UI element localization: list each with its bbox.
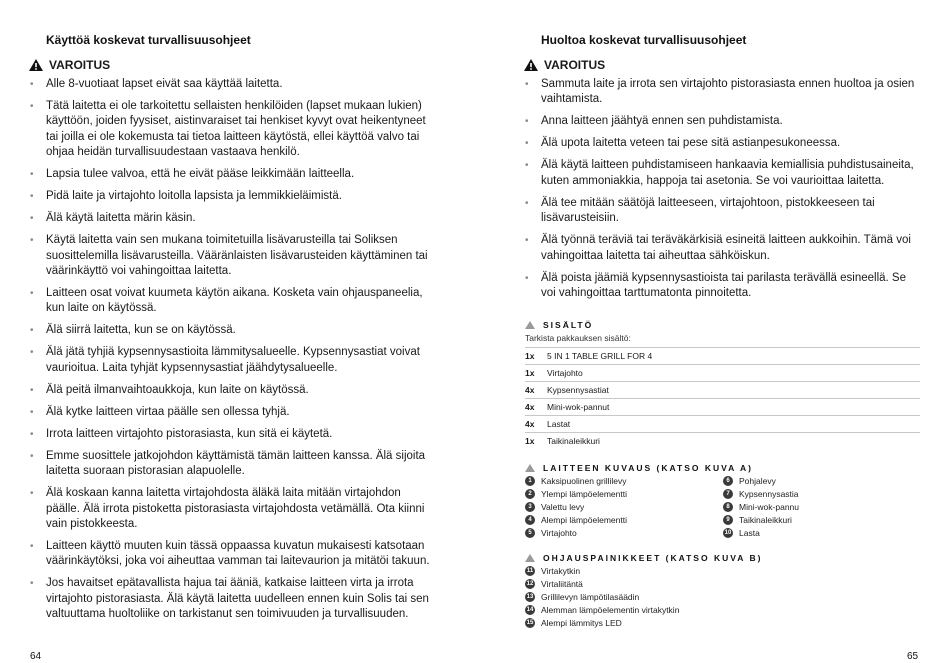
number-badge: 3 xyxy=(525,502,535,512)
triangle-icon xyxy=(525,464,535,472)
list-item xyxy=(525,590,825,603)
part-label: Virtajohto xyxy=(541,527,577,538)
number-badge: 10 xyxy=(724,529,732,536)
list-item: • Älä käytä laitetta märin käsin. xyxy=(30,211,430,226)
list-item: • Alle 8-vuotiaat lapset eivät saa käyttää laitetta. xyxy=(30,77,430,92)
page-number-right: 65 xyxy=(907,651,919,662)
maintenance-safety-list xyxy=(525,77,915,308)
number-badge: 7 xyxy=(723,489,733,499)
contents-heading xyxy=(525,320,593,330)
number-badge: 9 xyxy=(723,515,733,525)
list-item: • Anna laitteen jäähtyä ennen sen puhdistamista. xyxy=(525,114,915,129)
contents-heading-label: SISÄLTÖ xyxy=(543,320,594,330)
list-item: • Sammuta laite ja irrota sen virtajohto pistorasiasta ennen huoltoa ja osien vaihtamista. xyxy=(525,77,915,108)
table-row xyxy=(525,416,920,433)
warning-icon xyxy=(524,59,538,71)
parts-list-col2 xyxy=(723,474,913,539)
list-item: • Älä jätä tyhjiä kypsennysastioita lämmitysalueelle. Kypsennysastiat voivat vaurioitua. Laita tyhjät kypsennysastiat jäähdytysalueelle. xyxy=(30,345,430,376)
item-name: Taikinaleikkuri xyxy=(547,436,600,447)
list-item xyxy=(525,577,825,590)
item-name: Lastat xyxy=(547,419,571,429)
number-badge: 4 xyxy=(525,515,535,525)
table-row xyxy=(525,399,920,416)
control-label: Alemman lämpöelementin virtakytkin xyxy=(541,604,680,615)
list-item xyxy=(525,487,715,500)
list-item: • Käytä laitetta vain sen mukana toimitetuilla lisävarusteilla tai Soliksen suosittelemilla lisävarusteilla. Vääränlaisten lisävarusteiden käyttäminen tai väärinkäyttö voi vahingoittaa laitetta. xyxy=(30,233,430,279)
part-label: Taikinaleikkuri xyxy=(739,514,792,525)
item-qty: 4x xyxy=(525,402,535,412)
item-qty: 1x xyxy=(525,436,535,447)
part-label: Kaksipuolinen grillilevy xyxy=(541,475,627,486)
list-item: • Laitteen osat voivat kuumeta käytön aikana. Kosketa vain ohjauspaneelia, kun laite on käytössä. xyxy=(30,286,430,317)
list-item: • Jos havaitset epätavallista hajua tai ääniä, katkaise laitteen virta ja irrota virtajohto pistorasiasta. Älä käytä laitetta uudelleen ennen kuin Solis tai sen valtuuttama huoltoliike on tarkistanut sen toimivuuden ja turvallisuuden. xyxy=(30,576,430,622)
list-item: • Älä upota laitetta veteen tai pese sitä astianpesukoneessa. xyxy=(525,136,915,151)
part-label: Kypsennysastia xyxy=(739,488,799,499)
number-badge: 6 xyxy=(723,476,733,486)
contents-note: Tarkista pakkauksen sisältö: xyxy=(525,333,631,343)
item-name: Kypsennysastiat xyxy=(547,385,609,395)
list-item: • Älä käytä laitteen puhdistamiseen hankaavia kemiallisia puhdistusaineita, kuten ammoniakkia, happoja tai asetonia. Se voi vaurioittaa laitetta. xyxy=(525,158,915,189)
item-name: Virtajohto xyxy=(547,368,583,378)
item-name: Mini-wok-pannut xyxy=(547,402,610,412)
list-item: • Älä koskaan kanna laitetta virtajohdosta äläkä laita mitään virtajohdon päälle. Älä irrota pistoketta pistorasiasta virtajohdosta vetämällä. Ota kiinni vain pistokkeesta. xyxy=(30,486,430,532)
right-page xyxy=(475,0,950,663)
list-item xyxy=(525,513,715,526)
number-badge: 8 xyxy=(723,502,733,512)
control-label: Alempi lämmitys LED xyxy=(541,617,622,628)
list-item: • Älä kytke laitteen virtaa päälle sen ollessa tyhjä. xyxy=(30,405,430,420)
parts-list-col1 xyxy=(525,474,715,539)
warning-heading xyxy=(524,58,605,72)
triangle-icon xyxy=(525,321,535,329)
part-label: Pohjalevy xyxy=(739,475,776,486)
triangle-icon xyxy=(525,554,535,562)
list-item: • Laitteen käyttö muuten kuin tässä oppaassa kuvatun mukaisesti katsotaan väärinkäytöksi, joka voi aiheuttaa vamman tai laitevaurion ja mitätöi takuun. xyxy=(30,539,430,570)
number-badge: 1 xyxy=(525,476,535,486)
usage-safety-title: Käyttöä koskevat turvallisuusohjeet xyxy=(46,33,251,47)
list-item xyxy=(525,526,715,539)
table-row xyxy=(525,382,920,399)
list-item: • Emme suosittele jatkojohdon käyttämistä tämän laitteen kanssa. Älä sijoita laitetta suoraan pistorasian alapuolelle. xyxy=(30,449,430,480)
list-item: • Älä tee mitään säätöjä laitteeseen, virtajohtoon, pistokkeeseen tai lisävarusteisiin. xyxy=(525,196,915,227)
list-item: • Irrota laitteen virtajohto pistorasiasta, kun sitä ei käytetä. xyxy=(30,427,430,442)
description-heading xyxy=(525,463,753,473)
list-item: • Älä peitä ilmanvaihtoaukkoja, kun laite on käytössä. xyxy=(30,383,430,398)
control-label: Virtaliitäntä xyxy=(541,578,583,589)
number-badge: 2 xyxy=(525,489,535,499)
usage-safety-list xyxy=(30,77,430,629)
list-item: • Älä työnnä teräviä tai teräväkärkisiä esineitä laitteen aukkoihin. Tämä voi vahingoittaa laitetta tai aiheuttaa sähköiskun. xyxy=(525,233,915,264)
control-label: Grillilevyn lämpötilasäädin xyxy=(541,591,640,602)
description-heading-label: LAITTEEN KUVAUS (KATSO KUVA A) xyxy=(543,463,754,473)
table-row xyxy=(525,433,920,450)
page-number-left: 64 xyxy=(30,651,42,662)
list-item xyxy=(525,500,715,513)
number-badge: 11 xyxy=(526,567,534,574)
list-item xyxy=(525,564,825,577)
item-qty: 4x xyxy=(525,385,535,395)
number-badge: 13 xyxy=(526,593,534,600)
table-row xyxy=(525,348,920,365)
contents-table xyxy=(525,347,920,450)
list-item: • Tätä laitetta ei ole tarkoitettu sellaisten henkilöiden (lapset mukaan lukien) käyttöön, joiden fyysiset, aistinvaraiset tai henkiset kyvyt ovat heikentyneet tai joilla ei ole kokemusta tai tietoa laitteen käytöstä, ellei käyttöä valvo tai ohjaa heidän turvallisuudestaan vastaava henkilö. xyxy=(30,99,430,161)
warning-label: VAROITUS xyxy=(49,58,111,72)
list-item xyxy=(723,513,913,526)
list-item xyxy=(525,616,825,629)
item-qty: 1x xyxy=(525,351,535,361)
part-label: Ylempi lämpöelementti xyxy=(541,488,627,499)
number-badge: 14 xyxy=(526,606,534,613)
warning-icon xyxy=(29,59,43,71)
warning-heading xyxy=(29,58,110,72)
list-item xyxy=(723,500,913,513)
list-item: • Pidä laite ja virtajohto loitolla lapsista ja lemmikkieläimistä. xyxy=(30,189,430,204)
part-label: Lasta xyxy=(739,527,760,538)
table-row xyxy=(525,365,920,382)
number-badge: 5 xyxy=(525,528,535,538)
list-item xyxy=(525,474,715,487)
list-item xyxy=(525,603,825,616)
control-label: Virtakytkin xyxy=(541,565,581,576)
number-badge: 12 xyxy=(526,580,534,587)
list-item xyxy=(723,474,913,487)
part-label: Alempi lämpöelementti xyxy=(541,514,627,525)
list-item xyxy=(723,487,913,500)
part-label: Mini-wok-pannu xyxy=(739,501,799,512)
maintenance-safety-title: Huoltoa koskevat turvallisuusohjeet xyxy=(541,33,747,47)
controls-list xyxy=(525,564,825,629)
list-item: • Älä siirrä laitetta, kun se on käytössä. xyxy=(30,323,430,338)
item-name: 5 IN 1 TABLE GRILL FOR 4 xyxy=(547,351,653,361)
warning-label: VAROITUS xyxy=(544,58,606,72)
controls-heading-label: OHJAUSPAINIKKEET (KATSO KUVA B) xyxy=(543,553,763,563)
list-item: • Älä poista jäämiä kypsennysastioista tai parilasta terävällä esineellä. Se voi vahingoittaa tarttumatonta pinnoitetta. xyxy=(525,271,915,302)
number-badge: 15 xyxy=(526,619,534,626)
controls-heading xyxy=(525,553,762,563)
list-item: • Lapsia tulee valvoa, että he eivät pääse leikkimään laitteella. xyxy=(30,167,430,182)
item-qty: 1x xyxy=(525,368,535,378)
item-qty: 4x xyxy=(525,419,535,429)
list-item xyxy=(723,526,913,539)
part-label: Valettu levy xyxy=(541,501,585,512)
